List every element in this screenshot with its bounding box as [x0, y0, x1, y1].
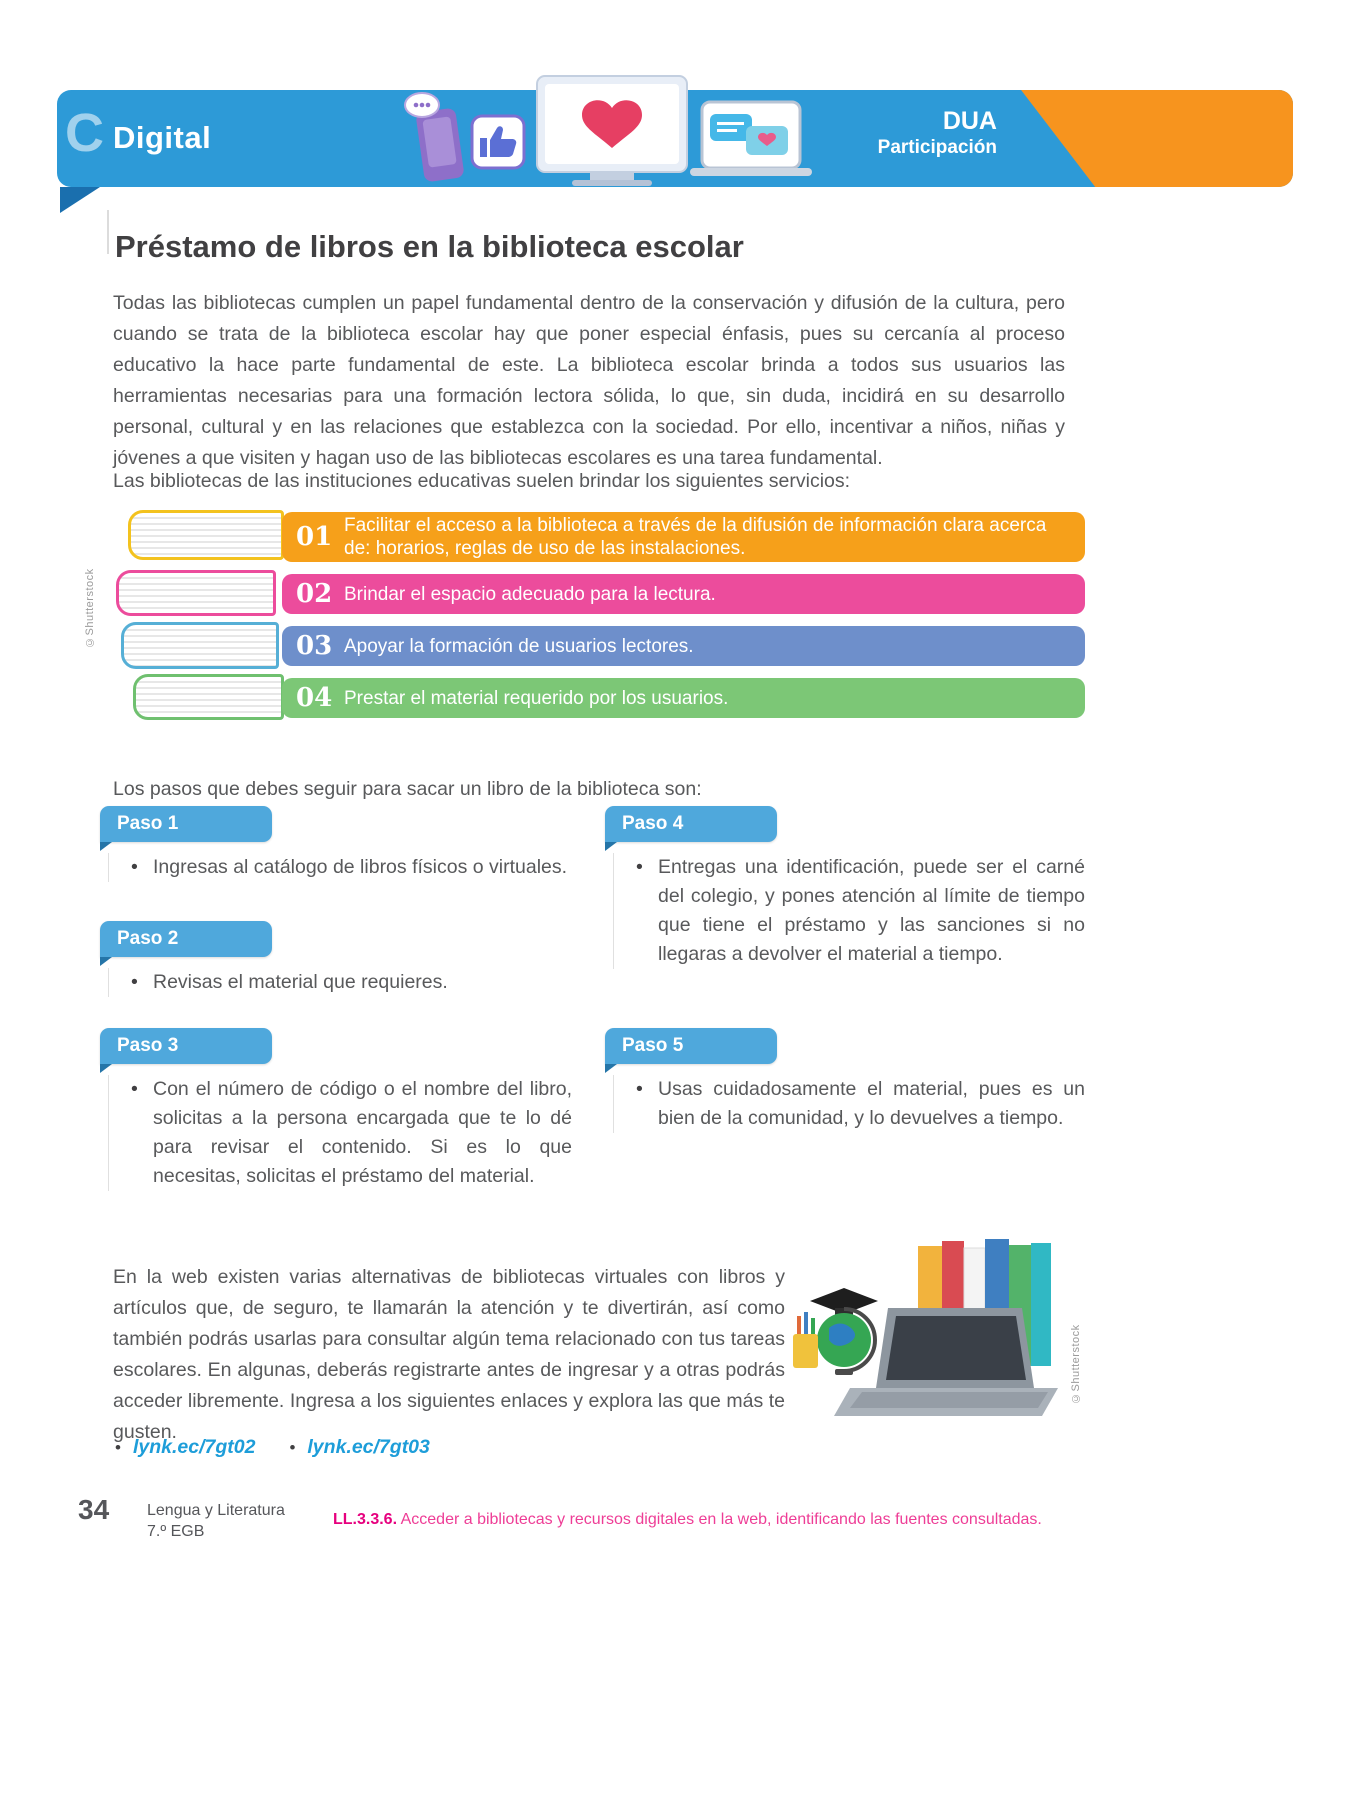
step-block-5 — [605, 1028, 1085, 1133]
decorative-rule — [107, 210, 109, 254]
service-text: Brindar el espacio adecuado para la lectura. — [344, 583, 716, 605]
step-block-4 — [605, 806, 1085, 969]
services-lead: Las bibliotecas de las instituciones educativas suelen brindar los siguientes servicios: — [113, 469, 851, 492]
step-tab — [100, 921, 272, 957]
step-text: Con el número de código o el nombre del libro, solicitas a la persona encargada que te lo dé para revisar el contenido. Si es lo que necesitas, solicitas el préstamo del material. — [153, 1078, 572, 1187]
monitor-heart-icon — [537, 76, 687, 186]
service-text: Facilitar el acceso a la biblioteca a través de la difusión de información clara acerca de: horarios, reglas de uso de las instalaciones. — [344, 515, 1047, 559]
service-bar-1 — [282, 512, 1085, 562]
pencil-cup-icon — [793, 1312, 818, 1368]
digital-logo-icon: C — [65, 103, 104, 163]
step-tab-label: Paso 1 — [117, 813, 179, 834]
phone-icon — [405, 93, 465, 182]
service-number: 02 — [296, 579, 333, 609]
step-text: Usas cuidadosamente el material, pues es un bien de la comunidad, y lo devuelves a tiempo. — [658, 1078, 1085, 1129]
service-bar-4 — [282, 678, 1085, 718]
step-tab — [605, 1028, 777, 1064]
step-tab-label: Paso 3 — [117, 1035, 179, 1056]
step-tab-label: Paso 4 — [622, 813, 684, 834]
closing-paragraph: En la web existen varias alternativas de bibliotecas virtuales con libros y artículos que, de seguro, te llamarán la atención y te divertirán, así como también podrás usarlas para consultar algún tema relacionado con tus tareas escolares. En algunas, deberás registrarte antes de ingresar y a otras podrás acceder libremente. Ingresa a los siguientes enlaces y explora las que más te gusten. — [113, 1265, 785, 1443]
shutterstock-credit-illustration: ©Shutterstock — [1070, 1324, 1082, 1404]
grade-label: 7.º EGB — [147, 1523, 205, 1540]
standard-description: Acceder a bibliotecas y recursos digitales en la web, identificando las fuentes consultadas. — [400, 1511, 1042, 1528]
dua-badge — [878, 106, 997, 160]
service-number: 03 — [296, 631, 333, 661]
page-number: 34 — [78, 1494, 110, 1525]
subject-block — [147, 1500, 285, 1542]
dua-title: DUA — [942, 107, 997, 135]
standard-line — [333, 1511, 1042, 1529]
bullet-icon: • — [115, 1437, 121, 1457]
globe-icon — [817, 1309, 875, 1375]
step-bullet-list — [108, 853, 572, 882]
library-link-1[interactable]: lynk.ec/7gt02 — [132, 1436, 256, 1458]
banner-section-label: Digital — [113, 120, 212, 155]
step-tab — [100, 1028, 272, 1064]
service-bar-2 — [282, 574, 1085, 614]
book-icon — [121, 622, 279, 669]
step-block-2 — [100, 921, 572, 997]
links-row — [115, 1436, 452, 1459]
step-block-1 — [100, 806, 572, 882]
bullet-icon: • — [131, 971, 138, 993]
step-bullet-list — [108, 968, 572, 997]
page-title: Préstamo de libros en la biblioteca escolar — [115, 228, 744, 264]
bullet-icon: • — [289, 1437, 296, 1457]
bullet-icon: • — [636, 856, 643, 878]
service-number: 04 — [296, 683, 333, 713]
bullet-icon: • — [131, 1078, 138, 1100]
service-bar-3 — [282, 626, 1085, 666]
devices-illustration — [392, 74, 822, 194]
book-icon — [128, 510, 284, 560]
bullet-icon: • — [131, 856, 138, 878]
intro-paragraph: Todas las bibliotecas cumplen un papel fundamental dentro de la conservación y difusión de la cultura, pero cuando se trata de la biblioteca escolar hay que poner especial énfasis, pues su cercanía al proceso educativo la hace parte fundamental de este. La biblioteca escolar brinda a todos sus usuarios las herramientas necesarias para una formación lectora sólida, lo que, sin duda, incidirá en su desarrollo personal, cultural y en las relaciones que establezca con la sociedad. Por ello, incentivar a niños, niñas y jóvenes a que visiten y hagan uso de las bibliotecas escolares es una tarea fundamental. — [113, 291, 1065, 469]
step-text: Revisas el material que requieres. — [153, 971, 448, 993]
step-bullet-list — [108, 1075, 572, 1191]
subject-name: Lengua y Literatura — [147, 1502, 285, 1519]
shutterstock-credit-books: ©Shutterstock — [84, 568, 96, 648]
step-bullet-list — [613, 853, 1085, 969]
library-link-2[interactable]: lynk.ec/7gt03 — [307, 1436, 430, 1458]
step-tab — [605, 806, 777, 842]
laptop-chat-icon — [690, 102, 812, 176]
bullet-icon: • — [636, 1078, 643, 1100]
step-text: Entregas una identificación, puede ser el carné del colegio, y pones atención al límite de tiempo que tiene el préstamo y las sanciones si no llegaras a devolver el material a tiempo. — [658, 856, 1085, 965]
banner-fold — [60, 187, 100, 213]
book-icon — [133, 674, 284, 720]
standard-code: LL.3.3.6. — [333, 1511, 398, 1528]
step-text: Ingresas al catálogo de libros físicos o virtuales. — [153, 856, 568, 878]
steps-lead: Los pasos que debes seguir para sacar un libro de la biblioteca son: — [113, 777, 702, 800]
thumbs-up-icon — [472, 116, 524, 168]
service-text: Apoyar la formación de usuarios lectores. — [344, 635, 694, 657]
service-number: 01 — [296, 522, 333, 552]
library-laptop-illustration — [792, 1236, 1077, 1431]
service-text: Prestar el material requerido por los usuarios. — [344, 687, 729, 709]
header-banner — [57, 90, 1293, 187]
step-block-3 — [100, 1028, 572, 1191]
step-tab — [100, 806, 272, 842]
dua-subtitle: Participación — [877, 137, 997, 158]
step-tab-label: Paso 5 — [622, 1035, 684, 1056]
step-tab-label: Paso 2 — [117, 928, 179, 949]
book-icon — [116, 570, 276, 616]
step-bullet-list — [613, 1075, 1085, 1133]
